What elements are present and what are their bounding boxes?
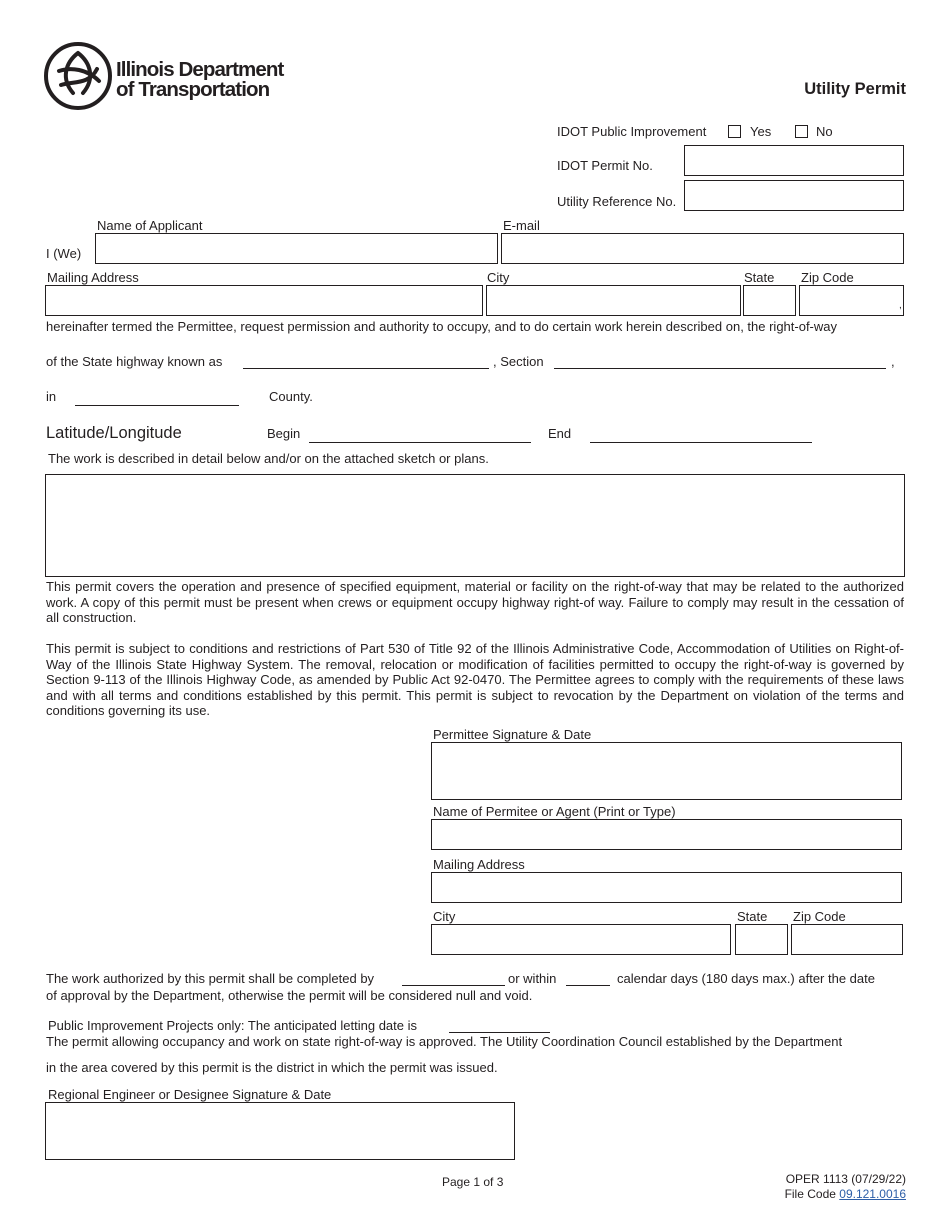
mailing-address-field[interactable]: [45, 285, 483, 316]
state-label: State: [744, 270, 775, 285]
email-field[interactable]: [501, 233, 904, 264]
zip-label: Zip Code: [801, 270, 854, 285]
city-field[interactable]: [486, 285, 741, 316]
agency-line-2: of Transportation: [116, 78, 270, 101]
completed-by-text: The work authorized by this permit shall be completed by: [46, 971, 375, 986]
engineer-signature-field[interactable]: [45, 1102, 515, 1160]
permittee-zip-field[interactable]: [791, 924, 903, 955]
permittee-city-label: City: [433, 909, 456, 924]
idot-logo: [43, 41, 113, 111]
zip-field[interactable]: [799, 285, 904, 316]
permittee-zip-label: Zip Code: [793, 909, 846, 924]
permittee-signature-field[interactable]: [431, 742, 902, 800]
in-label: in: [46, 389, 57, 404]
public-improvement-yes-checkbox[interactable]: [728, 125, 741, 138]
permittee-name-label: Name of Permitee or Agent (Print or Type): [433, 804, 676, 819]
engineer-signature-label: Regional Engineer or Designee Signature & Date: [48, 1087, 332, 1102]
applicant-name-label: Name of Applicant: [97, 218, 203, 233]
yes-label: Yes: [750, 124, 772, 139]
work-description-field[interactable]: [45, 474, 905, 577]
end-line[interactable]: [590, 442, 812, 443]
email-label: E-mail: [503, 218, 540, 233]
approval-text: of approval by the Department, otherwise the permit will be considered null and void.: [46, 988, 533, 1003]
permittee-signature-label: Permittee Signature & Date: [433, 727, 592, 742]
end-label: End: [548, 426, 572, 441]
hereinafter-text: hereinafter termed the Permittee, request permission and authority to occupy, and to do certain work herein described on, the right-of-way: [46, 319, 838, 334]
letting-date-text: Public Improvement Projects only: The anticipated letting date is: [48, 1018, 418, 1033]
page-number: Page 1 of 3: [442, 1175, 504, 1189]
permit-no-label: IDOT Permit No.: [557, 158, 653, 173]
no-label: No: [816, 124, 833, 139]
completion-date-line[interactable]: [402, 985, 505, 986]
district-text: in the area covered by this permit is the district in which the permit was issued.: [46, 1060, 498, 1075]
city-label: City: [487, 270, 510, 285]
applicant-name-field[interactable]: [95, 233, 498, 264]
calendar-days-text: calendar days (180 days max.) after the date: [617, 971, 875, 986]
begin-label: Begin: [267, 426, 301, 441]
agency-name: [116, 60, 283, 100]
form-title: Utility Permit: [804, 80, 906, 98]
form-number: OPER 1113 (07/29/22): [785, 1172, 906, 1186]
section-label: , Section: [493, 354, 544, 369]
permittee-mailing-field[interactable]: [431, 872, 902, 903]
permittee-state-field[interactable]: [735, 924, 788, 955]
form-info: [785, 1172, 906, 1202]
permit-no-field[interactable]: [684, 145, 904, 176]
approved-text: The permit allowing occupancy and work on state right-of-way is approved. The Utility Coordination Council established by the Department: [46, 1034, 843, 1049]
permit-conditions-paragraph: This permit is subject to conditions and restrictions of Part 530 of Title 92 of the Illinois Administrative Code, Accommodation of Utilities on Right-of-Way of the Illinois State Highway System. The removal, relocation or modification of facilities permitted to occupy the right-of-way is governed by Section 9-113 of the Illinois Highway Code, as amended by Public Act 92-0470. The Permittee agrees to comply with the requirements of these laws and with all terms and conditions established by this permit. This permit is subject to revocation by the Department on violation of the terms and conditions governing its use.: [46, 641, 904, 718]
permittee-city-field[interactable]: [431, 924, 731, 955]
file-code-line: [785, 1187, 906, 1202]
state-field[interactable]: [743, 285, 796, 316]
county-label: County.: [269, 389, 313, 404]
work-described-text: The work is described in detail below and/or on the attached sketch or plans.: [48, 451, 489, 466]
permittee-state-label: State: [737, 909, 768, 924]
state-highway-label: of the State highway known as: [46, 354, 223, 369]
section-comma: ,: [891, 354, 895, 369]
calendar-days-line[interactable]: [566, 985, 610, 986]
agency-line-1: Illinois Department: [116, 58, 284, 81]
permittee-name-field[interactable]: [431, 819, 902, 850]
utility-ref-label: Utility Reference No.: [557, 194, 677, 209]
trailing-comma: ,: [899, 300, 902, 311]
permittee-mailing-label: Mailing Address: [433, 857, 525, 872]
utility-ref-field[interactable]: [684, 180, 904, 211]
section-line[interactable]: [554, 368, 886, 369]
county-line[interactable]: [75, 405, 239, 406]
file-code-link[interactable]: 09.121.0016: [839, 1187, 906, 1201]
public-improvement-label: IDOT Public Improvement: [557, 124, 707, 139]
permit-coverage-paragraph: This permit covers the operation and presence of specified equipment, material or facility on the right-of-way that may be related to the authorized work. A copy of this permit must be present when crews or equipment occupy highway right-of way. Failure to comply may result in the cessation of all construction.: [46, 579, 904, 625]
idot-logo-icon: [43, 41, 113, 111]
mailing-address-label: Mailing Address: [47, 270, 139, 285]
highway-name-line[interactable]: [243, 368, 489, 369]
public-improvement-no-checkbox[interactable]: [795, 125, 808, 138]
or-within-text: or within: [508, 971, 557, 986]
latlong-label: Latitude/Longitude: [46, 424, 182, 442]
begin-line[interactable]: [309, 442, 531, 443]
i-we-label: I (We): [46, 246, 82, 261]
file-code-label: File Code: [784, 1187, 836, 1201]
letting-date-line[interactable]: [449, 1032, 550, 1033]
